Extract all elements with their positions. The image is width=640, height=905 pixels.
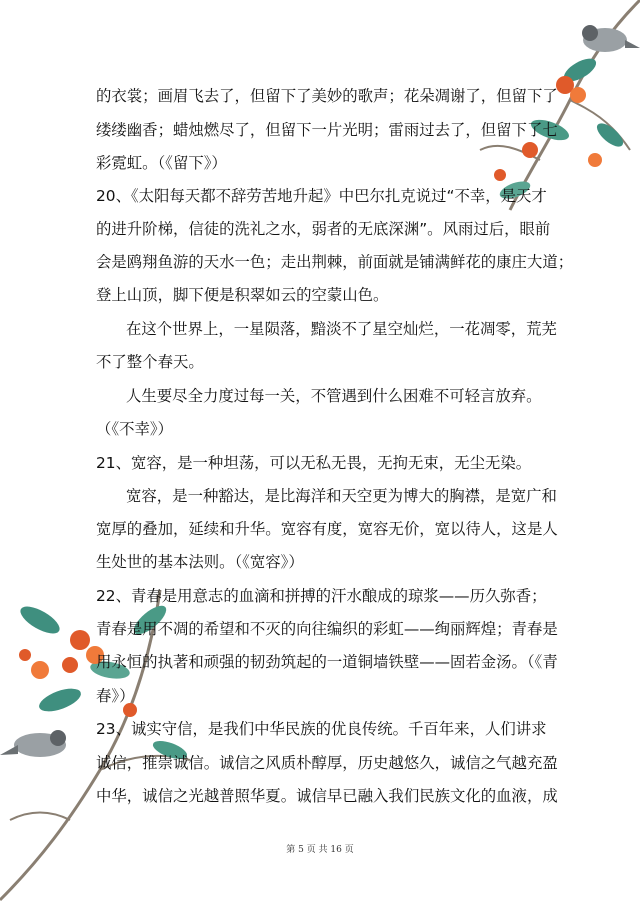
page-number-footer: 第 5 页 共 16 页	[286, 845, 354, 855]
text-line: 在这个世界上，一星陨落，黯淡不了星空灿烂，一花凋零，荒芜	[126, 320, 557, 338]
text-line: 彩霓虹。（《留下》）	[96, 154, 227, 172]
text-line: 青春是用不凋的希望和不灭的向往编织的彩虹——绚丽辉煌；青春是	[96, 620, 558, 638]
text-line: 诚信，推崇诚信。诚信之风质朴醇厚，历史越悠久，诚信之气越充盈	[96, 754, 558, 772]
text-line: 不了整个春天。	[96, 353, 204, 371]
text-line: 23、诚实守信，是我们中华民族的优良传统。千百年来，人们讲求	[96, 720, 547, 738]
text-line: 生处世的基本法则。（《宽容》）	[96, 553, 304, 571]
text-line: 人生要尽全力度过每一关，不管遇到什么困难不可轻言放弃。	[126, 387, 542, 405]
text-line: 会是鸥翔鱼游的天水一色；走出荆棘，前面就是铺满鲜花的康庄大道；	[96, 253, 574, 271]
text-line: 22、青春是用意志的血滴和拼搏的汗水酿成的琼浆——历久弥香；	[96, 587, 547, 605]
text-line: 中华，诚信之光越普照华夏。诚信早已融入我们民族文化的血液，成	[96, 787, 558, 805]
text-line: 用永恒的执著和顽强的韧劲筑起的一道铜墙铁壁——固若金汤。（《青	[96, 653, 558, 671]
text-line: 20、《太阳每天都不辞劳苦地升起》中巴尔扎克说过“不幸，是天才	[96, 187, 547, 205]
text-line: 缕缕幽香；蜡烛燃尽了，但留下一片光明；雷雨过去了，但留下了七	[96, 121, 558, 139]
text-line: （《不幸》）	[96, 420, 173, 438]
text-line: 的衣裳；画眉飞去了，但留下了美妙的歌声；花朵凋谢了，但留下了	[96, 87, 558, 105]
text-line: 21、宽容，是一种坦荡，可以无私无畏，无拘无束，无尘无染。	[96, 454, 532, 472]
text-line: 宽容，是一种豁达，是比海洋和天空更为博大的胸襟，是宽广和	[126, 487, 557, 505]
text-line: 的进升阶梯，信徒的洗礼之水，弱者的无底深渊”。风雨过后，眼前	[96, 220, 551, 238]
text-line: 登上山顶，脚下便是积翠如云的空蒙山色。	[96, 286, 389, 304]
text-line: 宽厚的叠加，延续和升华。宽容有度，宽容无价，宽以待人，这是人	[96, 520, 558, 538]
text-line: 春》）	[96, 687, 135, 705]
